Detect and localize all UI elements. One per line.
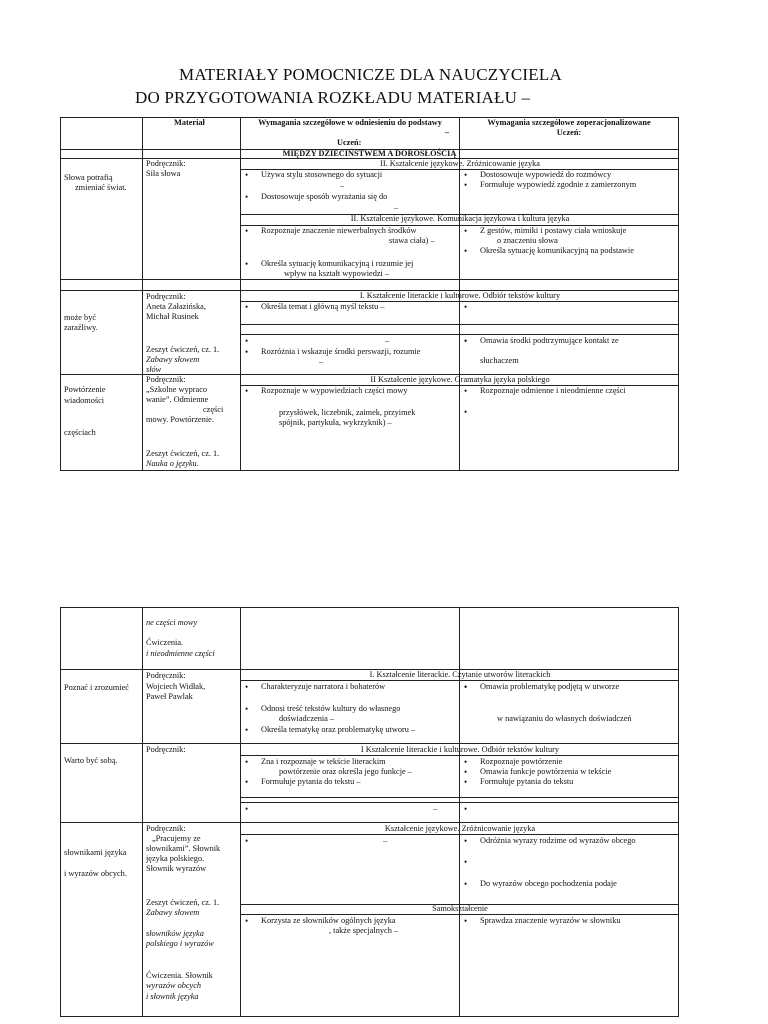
list-item: • Zna i rozpoznaje w tekście literackim <box>241 757 386 767</box>
material-cell: słów <box>146 365 162 374</box>
column-header-requirements: Wymagania szczegółowe w odniesieniu do podstawy <box>258 118 442 127</box>
material-cell: Nauka o języku. <box>146 459 199 468</box>
material-cell: i słownik języka <box>146 992 199 1001</box>
requirements-list <box>241 302 385 312</box>
material-cell: Podręcznik: <box>146 745 186 754</box>
list-item: • Określa sytuację komunikacyjną i rozumie jej <box>241 259 413 269</box>
topic-cell: może być <box>64 313 97 322</box>
dash: – <box>383 836 388 845</box>
material-cell: „Pracujemy ze <box>152 834 201 843</box>
material-cell: Paweł Pawlak <box>146 692 193 701</box>
list-item: • Omawia środki podtrzymujące kontakt ze <box>460 336 619 346</box>
topic-cell: wiadomości <box>64 396 105 405</box>
material-cell: słownikami”. Słownik <box>146 844 221 853</box>
requirements-list <box>241 682 385 692</box>
requirements-list <box>241 725 415 735</box>
operationalized-list <box>460 170 636 190</box>
list-item: • Omawia problematykę podjętą w utworze <box>460 682 619 692</box>
document-title-line-2: DO PRZYGOTOWANIA ROZKŁADU MATERIAŁU – <box>135 88 531 107</box>
topic-cell: i wyrazów obcych. <box>64 869 127 878</box>
band-heading: I. Kształcenie literackie. Czytanie utworów literackich <box>369 670 551 679</box>
material-cell: języka polskiego. <box>146 854 205 863</box>
column-header-operationalized: Wymagania szczegółowe zoperacjonalizowane <box>487 118 651 127</box>
material-cell: Słownik wyrazów <box>146 864 207 873</box>
material-cell: Wojciech Widłak, <box>146 682 206 691</box>
requirements-list <box>241 777 361 787</box>
requirements-list <box>241 916 396 926</box>
topic-cell: Poznać i zrozumieć <box>64 683 129 692</box>
operationalized-list <box>460 226 626 236</box>
list-item: • Dostosowuje wypowiedź do rozmówcy <box>460 170 636 180</box>
operationalized-list <box>460 336 619 346</box>
material-cell: Podręcznik: <box>146 292 186 301</box>
list-item: • Dostosowuje sposób wyrażania się do <box>241 192 387 202</box>
list-item: • Formułuje wypowiedź zgodnie z zamierzonym <box>460 180 636 190</box>
material-cell: wyrazów obcych <box>146 981 202 990</box>
band-heading: II. Kształcenie językowe. Zróżnicowanie języka <box>380 159 540 168</box>
list-item-continuation: spójnik, partykuła, wykrzyknik) – <box>279 418 392 427</box>
requirements-list <box>241 704 400 714</box>
list-item: • Omawia funkcje powtórzenia w tekście <box>460 767 611 777</box>
material-cell: Zeszyt ćwiczeń, cz. 1. <box>146 449 220 458</box>
material-cell: Podręcznik: <box>146 824 186 833</box>
material-cell: „Szkolne wypraco <box>146 385 208 394</box>
material-cell: Zeszyt ćwiczeń, cz. 1. <box>146 345 220 354</box>
requirements-list <box>241 259 413 269</box>
topic-cell: Słowa potrafią <box>64 173 113 182</box>
material-cell: Podręcznik: <box>146 671 186 680</box>
list-item: • Odróżnia wyrazy rodzime od wyrazów obcego <box>460 836 636 846</box>
requirements-list <box>241 192 387 202</box>
material-cell: Zeszyt ćwiczeń, cz. 1. <box>146 898 220 907</box>
material-cell: Zabawy słowem <box>146 908 200 917</box>
list-item-continuation: powtórzenie oraz określa jego funkcje – <box>279 767 412 776</box>
column-header-requirements-student: Uczeń: <box>337 138 362 147</box>
material-cell: Siła słowa <box>146 169 181 178</box>
material-cell: Ćwiczenia. Słownik <box>146 971 213 980</box>
list-item: • Charakteryzuje narratora i bohaterów <box>241 682 385 692</box>
band-heading: Samokształcenie <box>432 904 488 913</box>
operationalized-list <box>460 879 617 889</box>
material-cell: Podręcznik: <box>146 159 186 168</box>
list-item: • Rozpoznaje odmienne i nieodmienne części <box>460 386 626 396</box>
list-item: • Odnosi treść tekstów kultury do własnego <box>241 704 400 714</box>
material-cell: mowy. Powtórzenie. <box>146 415 214 424</box>
band-heading: I Kształcenie literackie i kulturowe. Odbiór tekstów kultury <box>360 745 560 754</box>
list-item: • Do wyrazów obcego pochodzenia podaje <box>460 879 617 889</box>
material-cell: Podręcznik: <box>146 375 186 384</box>
material-cell: Zabawy słowem <box>146 355 200 364</box>
list-item-continuation: słuchaczem <box>480 356 519 365</box>
material-cell: Michał Rusinek <box>146 312 199 321</box>
column-header-requirements-dash: – <box>444 128 449 137</box>
operationalized-list <box>460 386 626 396</box>
column-header-operationalized-student: Uczeń: <box>556 128 582 137</box>
topic-cell: słownikami języka <box>64 848 127 857</box>
list-item: • Używa stylu stosownego do sytuacji <box>241 170 382 180</box>
list-item-continuation: wpływ na kształt wypowiedzi – <box>284 269 390 278</box>
list-item-continuation: o znaczeniu słowa <box>497 236 558 245</box>
list-item: • Rozpoznaje znaczenie niewerbalnych środków <box>241 226 417 236</box>
operationalized-list <box>460 682 619 692</box>
list-item-continuation: stawa ciała) – <box>389 236 435 245</box>
dash: – <box>394 203 399 212</box>
band-heading: II Kształcenie językowe. Gramatyka języka polskiego <box>370 375 550 384</box>
requirements-list <box>241 347 420 357</box>
list-item: • Korzysta ze słowników ogólnych języka <box>241 916 396 926</box>
list-item-continuation: doświadczenia – <box>279 714 335 723</box>
list-item: • Sprawdza znaczenie wyrazów w słowniku <box>460 916 621 926</box>
dash: – <box>319 357 324 366</box>
material-cell: wanie”. Odmienne <box>146 395 209 404</box>
list-item: • Z gestów, mimiki i postawy ciała wnioskuje <box>460 226 626 236</box>
list-item-continuation: , także specjalnych – <box>329 926 399 935</box>
topic-cell: zaraźliwy. <box>64 323 98 332</box>
material-cell: polskiego i wyrazów <box>146 939 214 948</box>
material-cell: ne części mowy <box>146 618 198 627</box>
list-item: • Rozróżnia i wskazuje środki perswazji, rozumie <box>241 347 420 357</box>
topic-cell: częściach <box>64 428 96 437</box>
list-item: • Rozpoznaje w wypowiedziach części mowy <box>241 386 408 396</box>
requirements-list <box>241 757 386 767</box>
band-heading: II. Kształcenie językowe. Komunikacja językowa i kultura języka <box>350 214 570 223</box>
list-item: • Rozpoznaje powtórzenie <box>460 757 611 767</box>
section-heading: MIĘDZY DZIECIŃSTWEM A DOROSŁOŚCIĄ <box>282 149 457 158</box>
operationalized-list <box>460 916 621 926</box>
list-item: • Określa temat i główną myśl tekstu – <box>241 302 385 312</box>
list-item-continuation: przysłówek, liczebnik, zaimek, przyimek <box>279 408 416 417</box>
dash: – <box>340 181 345 190</box>
requirements-list <box>241 386 408 396</box>
column-header-material: Materiał <box>174 118 205 127</box>
list-item: • Określa tematykę oraz problematykę utworu – <box>241 725 415 735</box>
operationalized-list <box>460 757 611 787</box>
requirements-list <box>241 170 382 180</box>
list-item: • Formułuje pytania do tekstu <box>460 777 611 787</box>
material-cell: słowników języka <box>146 929 204 938</box>
topic-cell: zmieniać świat. <box>75 183 127 192</box>
list-item: • Określa sytuację komunikacyjną na podstawie <box>460 246 634 256</box>
material-cell: Ćwiczenia. <box>146 638 184 647</box>
material-cell: części <box>203 405 224 414</box>
dash: – <box>433 804 438 813</box>
material-cell: i nieodmienne części <box>146 649 215 658</box>
list-item: • Formułuje pytania do tekstu – <box>241 777 361 787</box>
document-title-line-1: MATERIAŁY POMOCNICZE DLA NAUCZYCIELA <box>179 65 562 84</box>
material-cell: Aneta Załazińska, <box>146 302 206 311</box>
requirements-list <box>241 226 417 236</box>
band-heading: I. Kształcenie literackie i kulturowe. Odbiór tekstów kultury <box>359 291 561 300</box>
topic-cell: Warto być sobą. <box>64 756 118 765</box>
operationalized-list <box>460 246 634 256</box>
band-heading: Kształcenie językowe. Zróżnicowanie języka <box>384 824 536 833</box>
operationalized-list <box>460 836 636 846</box>
topic-cell: Powtórzenie <box>64 385 106 394</box>
list-item-continuation: w nawiązaniu do własnych doświadczeń <box>497 714 632 723</box>
dash: – <box>385 336 390 345</box>
